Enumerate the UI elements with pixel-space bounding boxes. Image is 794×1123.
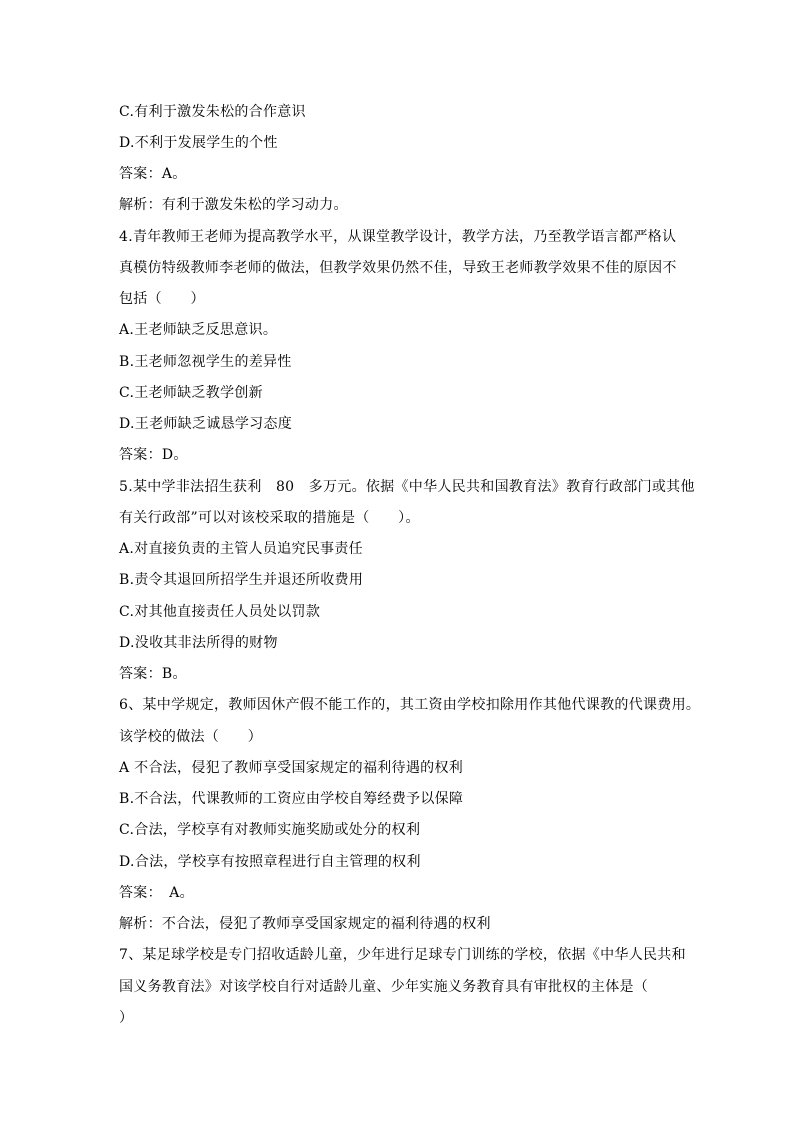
option-c-q5: C.对其他直接责任人员处以罚款 [119,604,321,620]
option-c-q3: C.有利于激发朱松的合作意识 [119,104,306,120]
question-6-line-1: 6、某中学规定，教师因休产假不能工作的，其工资由学校扣除用作其他代课教的代课费用。 [119,697,701,713]
answer-q3: 答案：A。 [119,166,187,182]
option-c-q4: C.王老师缺乏教学创新 [119,385,263,401]
option-d-q6: D.合法，学校享有按照章程进行自主管理的权利 [119,854,421,870]
option-b-q5: B.责令其退回所招学生并退还所收费用 [119,572,364,588]
option-a-q5: A.对直接负责的主管人员追究民事责任 [119,541,363,557]
question-5-line-1: 5.某中学非法招生获利 80 多万元。依据《中华人民共和国教育法》教育行政部门或其他 [119,479,695,495]
option-b-q6: B.不合法，代课教师的工资应由学校自筹经费予以保障 [119,791,464,807]
option-d-q3: D.不利于发展学生的个性 [119,135,278,151]
option-c-q6: C.合法，学校享有对教师实施奖励或处分的权利 [119,822,421,838]
question-6-line-2: 该学校的做法（ ） [119,729,262,745]
explanation-q6: 解析：不合法，侵犯了教师享受国家规定的福利待遇的权利 [119,916,491,932]
question-5-line-2: 有关行政部”可以对该校采取的措施是（ ）。 [119,510,420,526]
question-4-line-2: 真模仿特级教师李老师的做法，但教学效果仍然不佳，导致王老师教学效果不佳的原因不 [119,260,677,276]
question-7-line-3: ） [119,1010,134,1026]
question-7-line-2: 国义务教育法》对该学校自行对适龄儿童、少年实施义务教育具有审批权的主体是（ [119,979,649,995]
option-a-q6: A 不合法，侵犯了教师享受国家规定的福利待遇的权利 [119,760,464,776]
option-d-q5: D.没收其非法所得的财物 [119,635,278,651]
option-b-q4: B.王老师忽视学生的差异性 [119,354,292,370]
answer-q5: 答案：B。 [119,666,187,682]
explanation-q3: 解析：有利于激发朱松的学习动力。 [119,197,348,213]
option-d-q4: D.王老师缺乏诚恳学习态度 [119,416,293,432]
answer-q6: 答案： A。 [119,885,194,901]
answer-q4: 答案：D。 [119,447,188,463]
question-4-line-3: 包括（ ） [119,291,205,307]
option-a-q4: A.王老师缺乏反思意识。 [119,322,278,338]
question-7-line-1: 7、某足球学校是专门招收适龄儿童，少年进行足球专门训练的学校，依据《中华人民共和 [119,947,686,963]
question-4-line-1: 4.青年教师王老师为提高教学水平，从课堂教学设计，教学方法，乃至教学语言都严格认 [119,229,677,245]
